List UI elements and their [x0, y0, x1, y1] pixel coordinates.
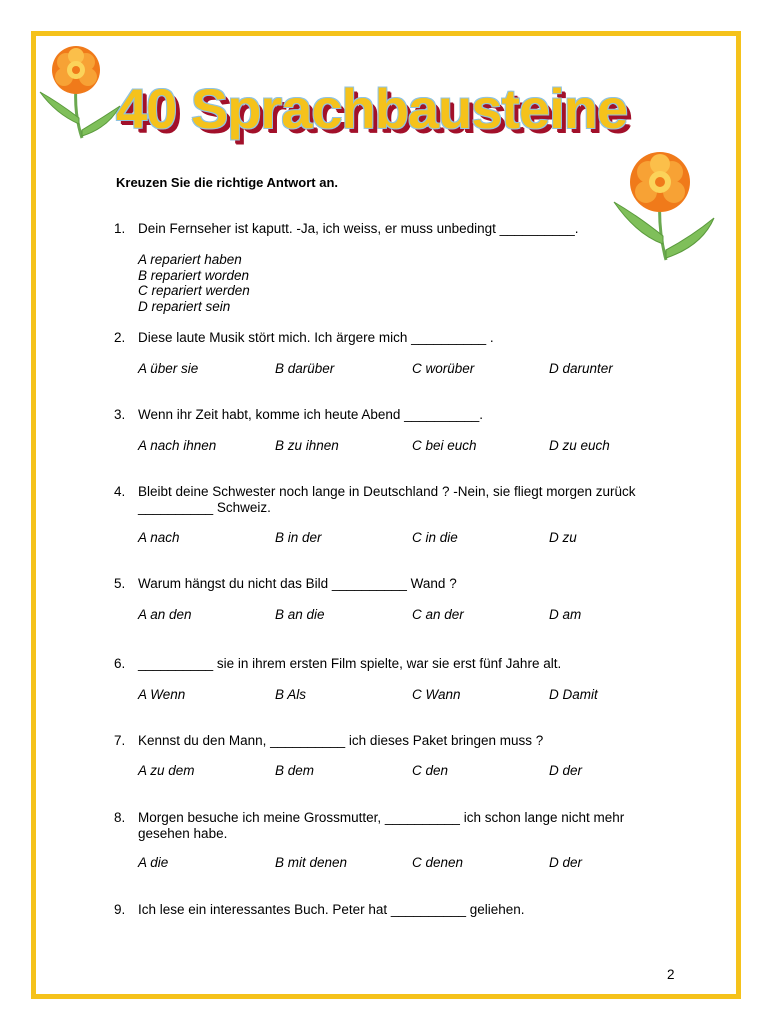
answer-option[interactable]: C bei euch — [412, 438, 477, 453]
answer-option[interactable]: B darüber — [275, 361, 335, 376]
flower-icon — [36, 44, 126, 140]
answer-option[interactable]: C worüber — [412, 361, 475, 376]
answer-options — [138, 361, 658, 377]
answer-option[interactable]: C repariert werden — [138, 283, 250, 298]
question-number: 6. — [114, 656, 126, 671]
question-text: Diese laute Musik stört mich. Ich ärgere mich __________ . — [138, 330, 494, 345]
answer-option[interactable]: A repariert haben — [138, 252, 242, 267]
question-number: 2. — [114, 330, 126, 345]
question-number: 3. — [114, 407, 126, 422]
page-title: 40 Sprachbausteine — [116, 77, 628, 140]
page-number: 2 — [667, 967, 675, 982]
answer-option[interactable]: C denen — [412, 855, 464, 870]
answer-option[interactable]: C an der — [412, 607, 464, 622]
answer-option[interactable]: D zu euch — [549, 438, 610, 453]
question-text: Bleibt deine Schwester noch lange in Deutschland ? -Nein, sie fliegt morgen zurück __________ Schweiz. — [138, 484, 636, 515]
answer-option[interactable]: A zu dem — [138, 763, 195, 778]
answer-options — [138, 530, 658, 546]
question-text: Ich lese ein interessantes Buch. Peter hat __________ geliehen. — [138, 902, 525, 917]
answer-option[interactable]: B Als — [275, 687, 307, 702]
question-number: 4. — [114, 484, 126, 499]
answer-option[interactable]: A die — [138, 855, 169, 870]
answer-options — [138, 438, 658, 454]
answer-option[interactable]: A an den — [138, 607, 192, 622]
answer-option[interactable]: B repariert worden — [138, 267, 250, 283]
flower-icon — [608, 150, 718, 262]
answer-option[interactable]: D repariert sein — [138, 298, 231, 314]
answer-option[interactable]: C Wann — [412, 687, 461, 702]
question-number: 9. — [114, 902, 126, 917]
answer-option[interactable]: B an die — [275, 607, 325, 622]
answer-option[interactable]: B in der — [275, 530, 322, 545]
answer-option[interactable]: D zu — [549, 530, 577, 545]
answer-option[interactable]: D Damit — [549, 687, 598, 702]
instruction: Kreuzen Sie die richtige Antwort an. — [116, 175, 338, 190]
answer-option[interactable]: A nach ihnen — [138, 438, 217, 453]
answer-option[interactable]: D am — [549, 607, 582, 622]
question-text: Warum hängst du nicht das Bild __________ Wand ? — [138, 576, 457, 591]
answer-option[interactable]: C den — [412, 763, 449, 778]
question-number: 5. — [114, 576, 126, 591]
answer-option[interactable]: A über sie — [138, 361, 199, 376]
answer-option[interactable]: B dem — [275, 763, 315, 778]
answer-option[interactable]: A Wenn — [138, 687, 186, 702]
answer-options — [138, 252, 250, 314]
answer-options — [138, 607, 658, 623]
answer-option[interactable]: D darunter — [549, 361, 613, 376]
answer-option[interactable]: B zu ihnen — [275, 438, 339, 453]
question-text: Wenn ihr Zeit habt, komme ich heute Abend __________. — [138, 407, 483, 422]
question-text: __________ sie in ihrem ersten Film spielte, war sie erst fünf Jahre alt. — [138, 656, 562, 671]
answer-options — [138, 687, 658, 703]
answer-option[interactable]: C in die — [412, 530, 458, 545]
answer-option[interactable]: D der — [549, 855, 583, 870]
answer-option[interactable]: D der — [549, 763, 583, 778]
question-text: Dein Fernseher ist kaputt. -Ja, ich weiss, er muss unbedingt __________. — [138, 221, 579, 236]
question-number: 8. — [114, 810, 126, 825]
question-text: Kennst du den Mann, __________ ich dieses Paket bringen muss ? — [138, 733, 544, 748]
answer-option[interactable]: A nach — [138, 530, 180, 545]
answer-options — [138, 855, 658, 871]
question-text: Morgen besuche ich meine Grossmutter, __________ ich schon lange nicht mehr gesehen habe. — [138, 810, 625, 841]
question-number: 1. — [114, 221, 126, 236]
answer-option[interactable]: B mit denen — [275, 855, 348, 870]
question-number: 7. — [114, 733, 126, 748]
answer-options — [138, 763, 658, 779]
